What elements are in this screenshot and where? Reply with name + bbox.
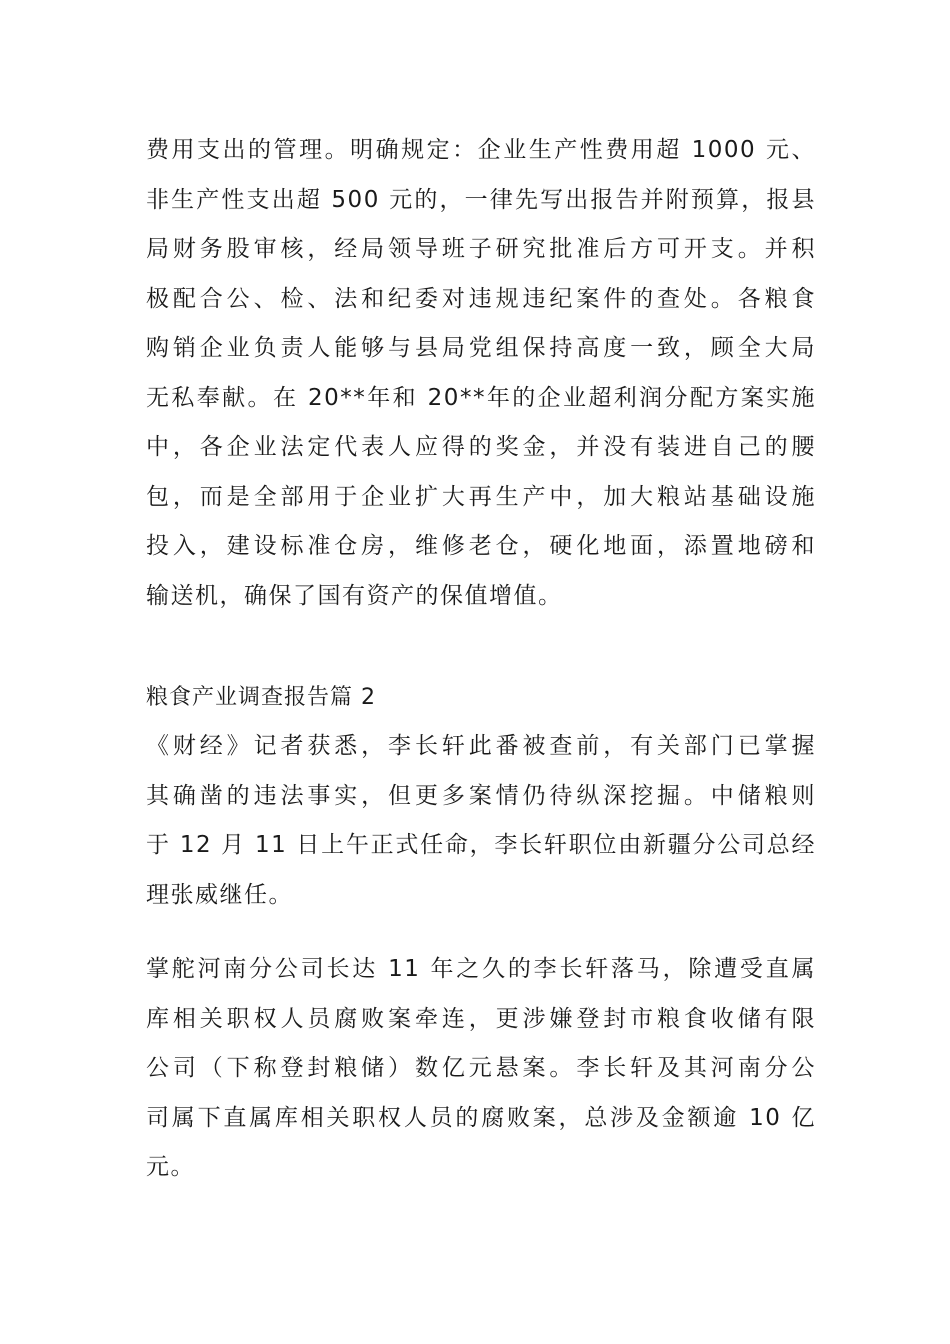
text-line: 于 12 月 11 日上午正式任命，李长轩职位由新疆分公司总经 (146, 832, 816, 858)
text-line: 其确凿的违法事实，但更多案情仍待纵深挖掘。中储粮则 (146, 782, 816, 809)
text-line: 购销企业负责人能够与县局党组保持高度一致，顾全大局 (146, 335, 816, 361)
text-line: 投入，建设标准仓房，维修老仓，硬化地面，添置地磅和 (146, 533, 816, 559)
text-line: 司属下直属库相关职权人员的腐败案，总涉及金额逾 10 亿 (146, 1104, 816, 1131)
text-line: 局财务股审核，经局领导班子研究批准后方可开支。并积 (146, 236, 816, 262)
text-line: 无私奉献。在 20**年和 20**年的企业超利润分配方案实施 (146, 384, 816, 411)
text-line: 理张威继任。 (146, 881, 293, 908)
text-line: 极配合公、检、法和纪委对违规违纪案件的查处。各粮食 (146, 285, 816, 312)
text-line: 《财经》记者获悉，李长轩此番被查前，有关部门已掌握 (146, 733, 816, 759)
text-line: 费用支出的管理。明确规定：企业生产性费用超 1000 元、 (146, 137, 816, 163)
text-line: 库相关职权人员腐败案牵连，更涉嫌登封市粮食收储有限 (146, 1005, 816, 1032)
text-line: 非生产性支出超 500 元的，一律先写出报告并附预算，报县 (146, 186, 816, 213)
paragraph-expense-management (146, 126, 816, 621)
paragraph-henan-branch (146, 945, 816, 1193)
section-heading (146, 673, 816, 723)
text-line: 中，各企业法定代表人应得的奖金，并没有装进自己的腰 (146, 434, 816, 460)
section-heading-text: 粮食产业调查报告篇 2 (146, 685, 376, 710)
text-line: 包，而是全部用于企业扩大再生产中，加大粮站基础设施 (146, 483, 816, 510)
paragraph-caijing-report (146, 722, 816, 920)
text-line: 掌舵河南分公司长达 11 年之久的李长轩落马，除遭受直属 (146, 956, 816, 982)
text-line: 元。 (146, 1154, 195, 1180)
text-line: 公司（下称登封粮储）数亿元悬案。李长轩及其河南分公 (146, 1055, 816, 1081)
text-line: 输送机，确保了国有资产的保值增值。 (146, 582, 563, 609)
